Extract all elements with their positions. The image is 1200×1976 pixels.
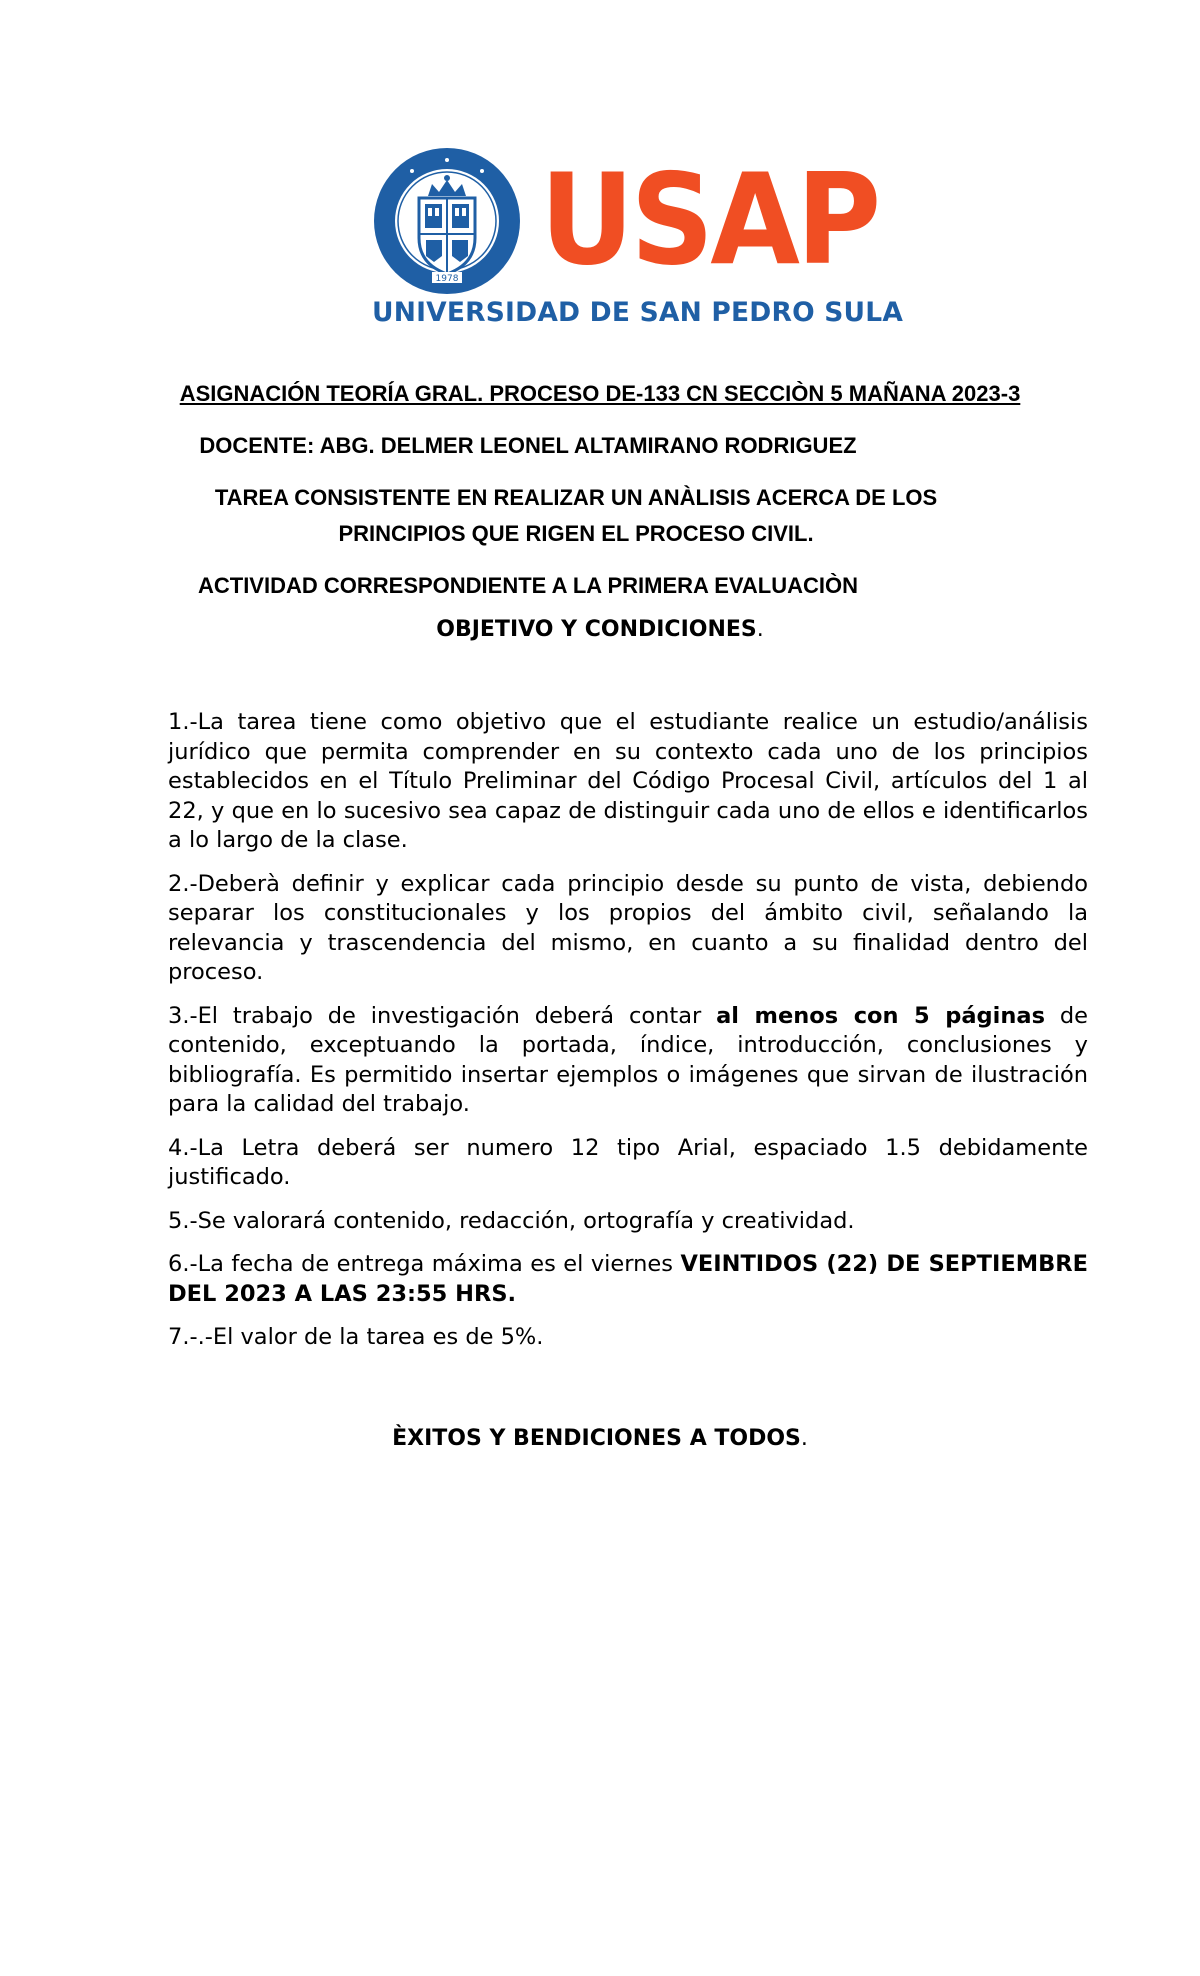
condition-item-4: 4.-La Letra deberá ser numero 12 tipo Arial, espaciado 1.5 debidamente justificado. — [168, 1134, 1088, 1190]
condition-item-1: 1.-La tarea tiene como objetivo que el estudiante realice un estudio/análisis jurídico que permita comprender en su contexto cada uno de los principios establecidos en el Título Preliminar del Código Procesal Civil, artículos del 1 al 22, y que en lo sucesivo sea capaz de distinguir cada uno de ellos e identificarlos a lo largo de la clase. — [168, 709, 1088, 853]
condition-item-7: 7.-.-El valor de la tarea es de 5%. — [168, 1324, 544, 1350]
condition-item-6-deadline: VEINTIDOS (22) DE SEPTIEMBRE DEL 2023 A LAS 23:55 HRS. — [168, 1251, 1088, 1307]
seal-year: 1978 — [435, 274, 459, 284]
objective-heading-dot: . — [756, 617, 764, 642]
condition-item-2: 2.-Deberà definir y explicar cada principio desde su punto de vista, debiendo separar los constitucionales y los propios del ámbito civil, señalando la relevancia y trascendencia del mismo, en cuanto a su finalidad dentro del proceso. — [168, 870, 1088, 985]
condition-item-6-start: 6.-La fecha de entrega máxima es el viernes — [168, 1251, 681, 1277]
objective-heading — [0, 612, 1200, 648]
brand-wordmark: USAP — [540, 146, 878, 293]
closing-line — [0, 1424, 1200, 1454]
university-name: UNIVERSIDAD DE SAN PEDRO SULA — [372, 297, 904, 328]
university-seal-icon — [372, 146, 522, 296]
condition-item-6 — [168, 1250, 1088, 1309]
closing-text: ÈXITOS Y BENDICIONES A TODOS — [392, 1426, 801, 1451]
activity-line: ACTIVIDAD CORRESPONDIENTE A LA PRIMERA EVALUACIÒN — [197, 573, 859, 598]
task-line-2: PRINCIPIOS QUE RIGEN EL PROCESO CIVIL. — [338, 521, 814, 546]
assignment-title: ASIGNACIÓN TEORÍA GRAL. PROCESO DE-133 CN SECCIÒN 5 MAÑANA 2023-3 — [179, 381, 1021, 406]
condition-item-3 — [168, 1002, 1088, 1120]
condition-item-3-start: 3.-El trabajo de investigación deberá contar — [168, 1002, 717, 1029]
teacher-line: DOCENTE: ABG. DELMER LEONEL ALTAMIRANO RODRIGUEZ — [199, 433, 857, 458]
condition-item-3-end: de contenido, exceptuando la portada, índice, introducción, conclusiones y bibliografía. Es permitido insertar ejemplos o imágenes que sirvan de ilustración para la calidad del trabajo. — [168, 1002, 1088, 1117]
task-line-1: TAREA CONSISTENTE EN REALIZAR UN ANÀLISIS ACERCA DE LOS — [214, 485, 938, 510]
objective-heading-text: OBJETIVO Y CONDICIONES — [436, 617, 757, 642]
closing-dot: . — [800, 1426, 808, 1451]
usap-logo — [372, 146, 904, 336]
condition-item-3-bold: al menos con 5 páginas — [716, 1002, 1045, 1029]
conditions-list — [168, 708, 1088, 1367]
condition-item-5: 5.-Se valorará contenido, redacción, ortografía y creatividad. — [168, 1207, 855, 1234]
